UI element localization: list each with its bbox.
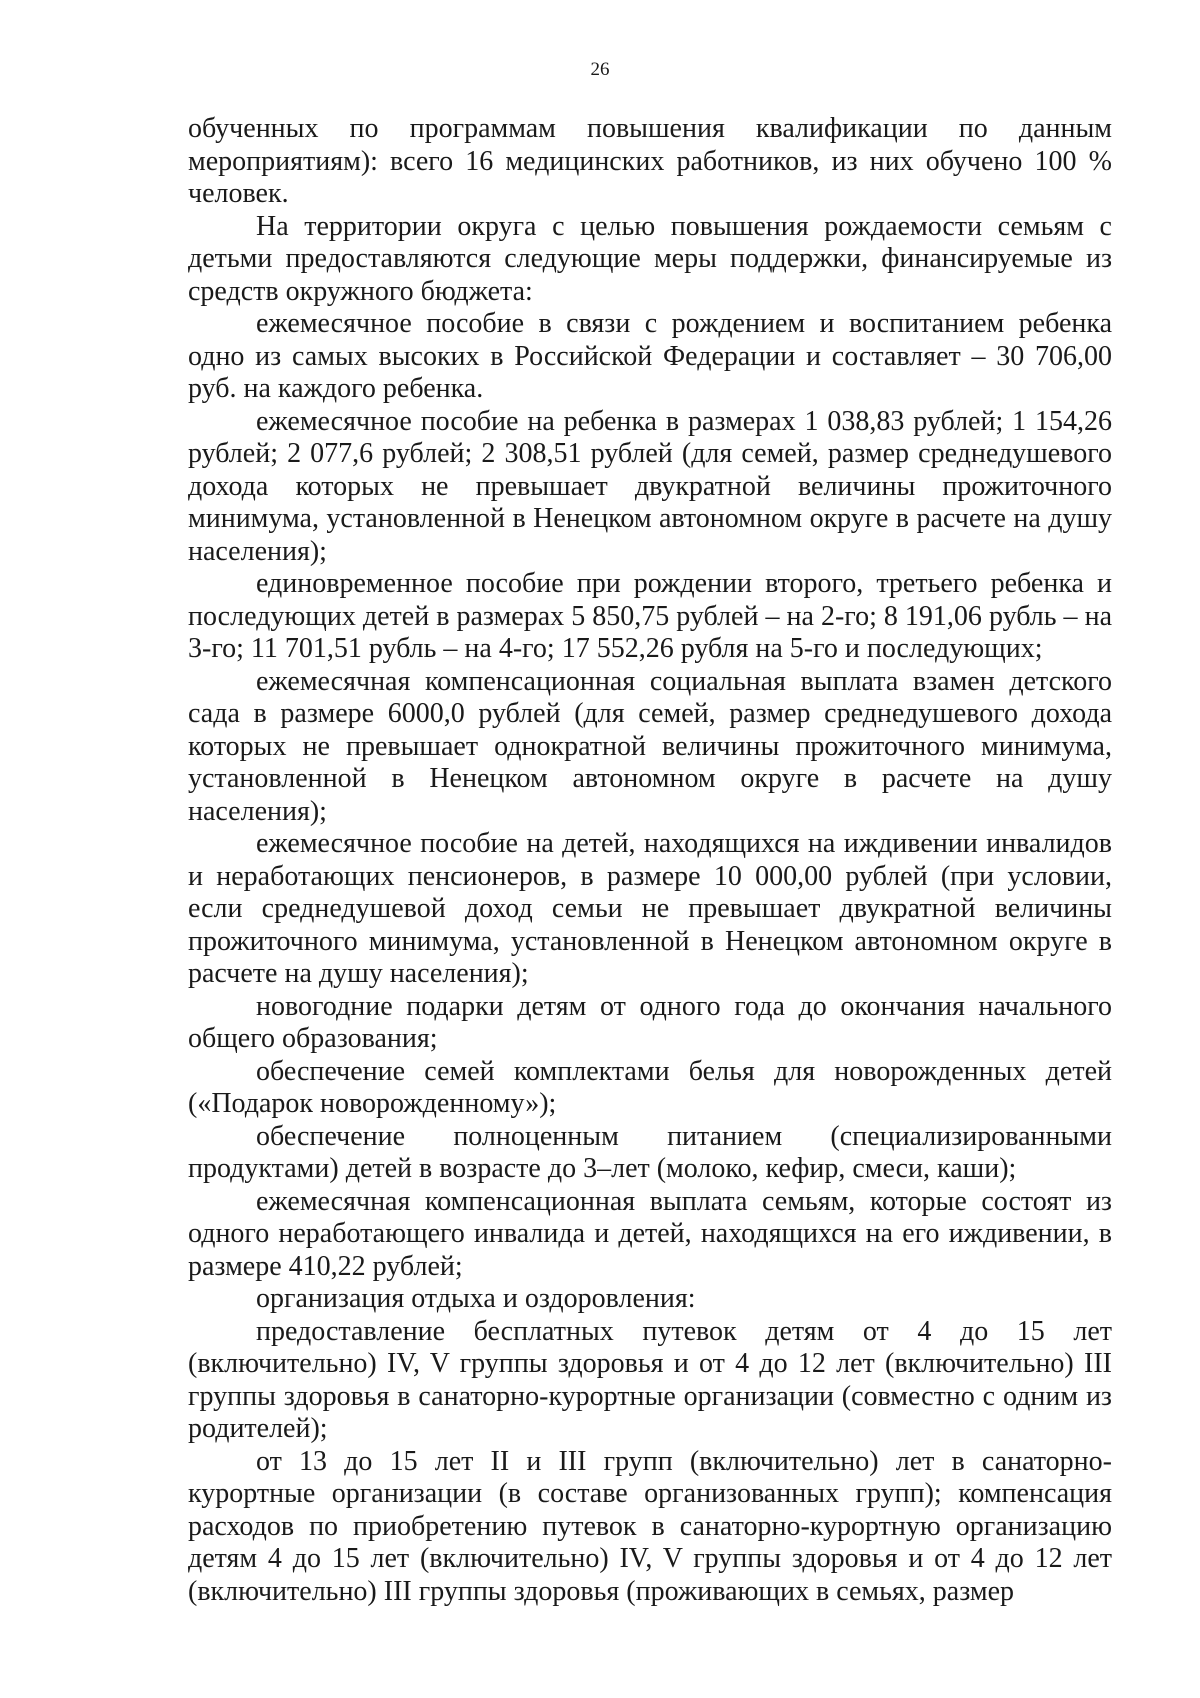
paragraph: ежемесячная компенсационная выплата семьям, которые состоят из одного неработающего инвалида и детей, находящихся на его иждивении, в размере 410,22 рублей; — [188, 1185, 1112, 1282]
paragraph: обеспечение полноценным питанием (специализированными продуктами) детей в возрасте до 3–лет (молоко, кефир, смеси, каши); — [188, 1120, 1112, 1184]
paragraph: от 13 до 15 лет II и III групп (включительно) лет в санаторно-курортные организации (в составе организованных групп); компенсация расходов по приобретению путевок в санаторно-курортную организацию детям 4 до 15 лет (включительно) IV, V группы здоровья и от 4 до 12 лет (включительно) III группы здоровья (проживающих в семьях, размер — [188, 1445, 1112, 1607]
page-number: 26 — [590, 59, 610, 80]
paragraph: ежемесячное пособие на ребенка в размерах 1 038,83 рублей; 1 154,26 рублей; 2 077,6 рублей; 2 308,51 рублей (для семей, размер среднедушевого дохода которых не превышает двукратной величины прожиточного минимума, установленной в Ненецком автономном округе в расчете на душу населения); — [188, 405, 1112, 567]
paragraph: обученных по программам повышения квалификации по данным мероприятиям): всего 16 медицинских работников, из них обучено 100 % человек. — [188, 113, 1112, 209]
paragraph: На территории округа с целью повышения рождаемости семьям с детьми предоставляются следующие меры поддержки, финансируемые из средств окружного бюджета: — [188, 210, 1112, 307]
paragraph: организация отдыха и оздоровления: — [256, 1283, 696, 1314]
paragraph: предоставление бесплатных путевок детям от 4 до 15 лет (включительно) IV, V группы здоровья и от 4 до 12 лет (включительно) III группы здоровья в санаторно-курортные организации (совместно с одним из родителей); — [188, 1315, 1112, 1444]
paragraph: единовременное пособие при рождении второго, третьего ребенка и последующих детей в размерах 5 850,75 рублей – на 2-го; 8 191,06 рубль – на 3-го; 11 701,51 рубль – на 4-го; 17 552,26 рубля на 5-го и последующих; — [188, 568, 1112, 664]
paragraph: обеспечение семей комплектами белья для новорожденных детей («Подарок новорожденному»); — [188, 1055, 1112, 1119]
document-body — [188, 113, 1112, 1608]
paragraph: ежемесячная компенсационная социальная выплата взамен детского сада в размере 6000,0 рублей (для семей, размер среднедушевого дохода которых не превышает однократной величины прожиточного минимума, установленной в Ненецком автономном округе в расчете на душу населения); — [188, 665, 1112, 827]
paragraph: новогодние подарки детям от одного года до окончания начального общего образования; — [188, 990, 1112, 1054]
paragraph: ежемесячное пособие на детей, находящихся на иждивении инвалидов и неработающих пенсионеров, в размере 10 000,00 рублей (при условии, если среднедушевой доход семьи не превышает двукратной величины прожиточного минимума, установленной в Ненецком автономном округе в расчете на душу населения); — [188, 828, 1112, 989]
paragraph: ежемесячное пособие в связи с рождением и воспитанием ребенка одно из самых высоких в Российской Федерации и составляет – 30 706,00 руб. на каждого ребенка. — [188, 308, 1112, 404]
